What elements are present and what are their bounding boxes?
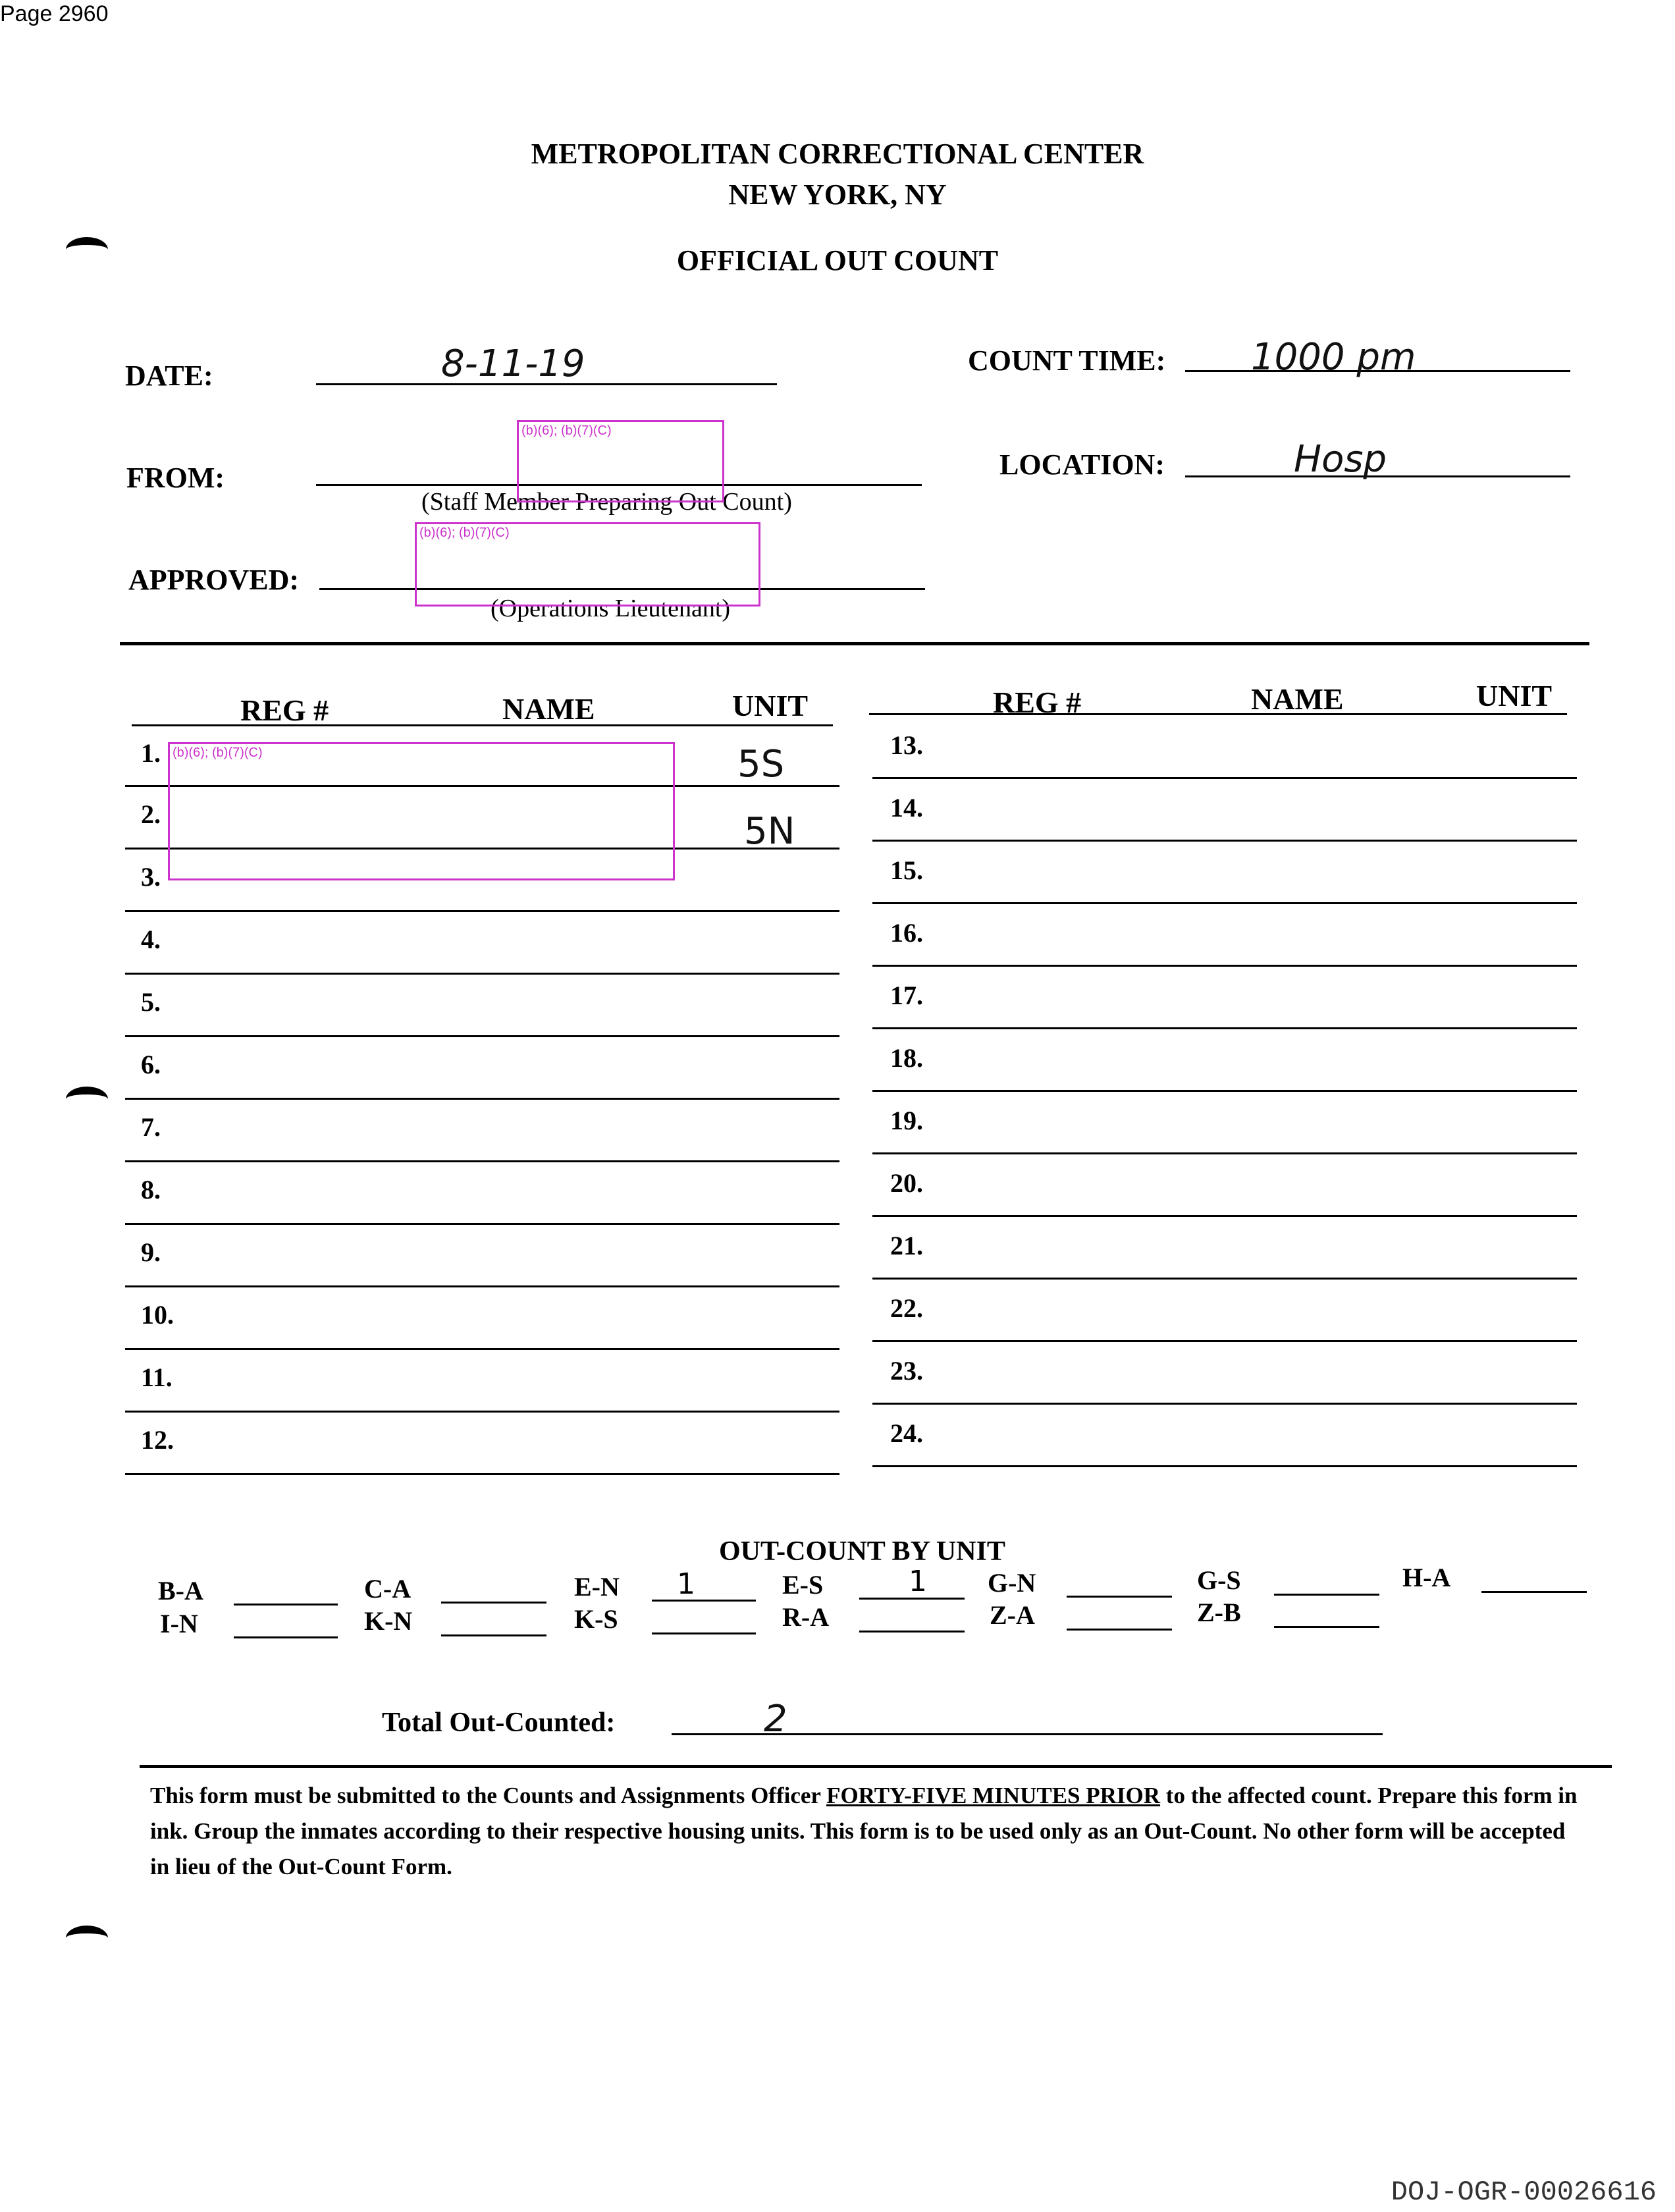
row-rule — [125, 1160, 839, 1162]
unit-line-i-n — [234, 1636, 338, 1638]
row-number-10: 10. — [141, 1300, 174, 1330]
row-number-11: 11. — [141, 1362, 173, 1392]
unit-line-e-n — [652, 1600, 756, 1602]
row-number-23: 23. — [890, 1356, 923, 1386]
row-number-12: 12. — [141, 1425, 174, 1455]
unit-line-z-b — [1274, 1626, 1379, 1628]
page-label: Page 2960 — [0, 1, 109, 26]
row-number-2: 2. — [141, 799, 161, 829]
unit-line-c-a — [441, 1602, 546, 1604]
from-label: FROM: — [126, 462, 225, 494]
row-rule — [872, 1090, 1577, 1092]
approved-caption: (Operations Lieutenant) — [491, 595, 731, 622]
institution-title: METROPOLITAN CORRECTIONAL CENTER — [531, 138, 1144, 170]
row-number-19: 19. — [890, 1106, 923, 1135]
unit-line-k-n — [441, 1634, 546, 1636]
unit-label-e-s: E-S — [782, 1570, 824, 1600]
redaction-box — [415, 522, 760, 607]
row-rule — [872, 777, 1577, 779]
row-number-6: 6. — [141, 1050, 161, 1079]
row-rule — [125, 910, 839, 912]
unit-label-b-a: B-A — [158, 1576, 203, 1605]
reg-header-right: REG # — [993, 686, 1082, 719]
row-number-9: 9. — [141, 1237, 161, 1267]
unit-label-k-n: K-N — [364, 1606, 413, 1636]
row-number-18: 18. — [890, 1043, 923, 1073]
row-number-7: 7. — [141, 1112, 161, 1142]
row-rule — [872, 840, 1577, 842]
unit-value-e-s: 1 — [909, 1565, 927, 1598]
unit-label-e-n: E-N — [574, 1572, 620, 1602]
unit-label-k-s: K-S — [574, 1604, 618, 1634]
row-rule — [872, 1465, 1577, 1467]
row-rule — [125, 1473, 839, 1475]
row-2-unit: 5N — [744, 810, 795, 853]
row-rule — [872, 1215, 1577, 1217]
date-value: 8-11-19 — [441, 342, 585, 385]
unit-line-b-a — [234, 1604, 338, 1605]
from-caption: (Staff Member Preparing Out Count) — [421, 488, 792, 516]
unit-label-z-a: Z-A — [990, 1600, 1035, 1630]
redaction-label: (b)(6); (b)(7)(C) — [521, 423, 612, 438]
unit-label-z-b: Z-B — [1197, 1598, 1241, 1627]
count-time-value: 1000 pm — [1251, 336, 1416, 379]
punch-hole-mark — [66, 1926, 108, 1951]
unit-header-right: UNIT — [1476, 679, 1553, 713]
section-divider — [120, 642, 1589, 645]
row-rule — [872, 1340, 1577, 1342]
row-number-5: 5. — [141, 987, 161, 1017]
redaction-box — [517, 420, 724, 502]
row-rule — [872, 1027, 1577, 1029]
unit-line-h-a — [1481, 1591, 1587, 1593]
unit-label-r-a: R-A — [782, 1602, 830, 1632]
unit-header-left: UNIT — [732, 689, 809, 722]
unit-label-c-a: C-A — [364, 1574, 412, 1604]
row-rule — [125, 1223, 839, 1225]
row-rule — [872, 1152, 1577, 1154]
footer-notice — [150, 1778, 1585, 1885]
approved-label: APPROVED: — [128, 564, 300, 596]
total-label: Total Out-Counted: — [382, 1708, 616, 1738]
punch-hole-mark — [66, 1087, 108, 1112]
row-number-14: 14. — [890, 793, 923, 823]
row-rule — [872, 1403, 1577, 1405]
redaction-box — [168, 742, 675, 880]
row-number-17: 17. — [890, 981, 923, 1010]
row-rule — [125, 1348, 839, 1350]
unit-line-z-a — [1067, 1629, 1172, 1631]
footer-divider — [140, 1765, 1612, 1768]
row-number-21: 21. — [890, 1231, 923, 1260]
header-rule-right — [869, 713, 1567, 715]
row-number-4: 4. — [141, 925, 161, 954]
footer-emphasis: FORTY-FIVE MINUTES PRIOR — [826, 1783, 1161, 1808]
unit-line-k-s — [652, 1632, 756, 1634]
row-number-16: 16. — [890, 918, 923, 948]
unit-line-g-n — [1067, 1596, 1172, 1598]
row-rule — [125, 1035, 839, 1037]
redaction-label: (b)(6); (b)(7)(C) — [419, 526, 510, 540]
row-number-20: 20. — [890, 1168, 923, 1198]
unit-line-g-s — [1274, 1594, 1379, 1596]
unit-value-e-n: 1 — [677, 1567, 695, 1601]
row-rule — [125, 973, 839, 975]
unit-label-i-n: I-N — [160, 1609, 198, 1638]
unit-label-h-a: H-A — [1402, 1563, 1451, 1592]
row-1-unit: 5S — [737, 743, 785, 786]
footer-text-before: This form must be submitted to the Counts and Assignments Officer — [150, 1783, 827, 1808]
row-number-3: 3. — [141, 862, 161, 892]
unit-label-g-n: G-N — [988, 1568, 1036, 1598]
name-header-right: NAME — [1251, 682, 1344, 716]
row-rule — [872, 902, 1577, 904]
total-value: 2 — [764, 1698, 787, 1740]
row-rule — [125, 1285, 839, 1287]
city-title: NEW YORK, NY — [728, 178, 947, 211]
row-number-8: 8. — [141, 1175, 161, 1204]
document-id: DOJ-OGR-00026616 — [1391, 2176, 1657, 2208]
row-rule — [125, 1098, 839, 1100]
redaction-label: (b)(6); (b)(7)(C) — [173, 745, 263, 760]
row-number-22: 22. — [890, 1293, 923, 1323]
reg-header-left: REG # — [240, 693, 329, 727]
unit-line-r-a — [859, 1631, 965, 1632]
out-count-by-unit-title: OUT-COUNT BY UNIT — [719, 1536, 1005, 1567]
row-number-13: 13. — [890, 730, 923, 760]
location-value: Hosp — [1294, 438, 1387, 481]
footer-text-after: to the affected count. Prepare this form in ink. Group the inmates according to their respective housing units. This form is to be used only as an Out-Count. No other form will be accepted in lieu of the Out-Count Form. — [150, 1783, 1578, 1879]
row-rule — [872, 965, 1577, 967]
form-title: OFFICIAL OUT COUNT — [676, 244, 999, 277]
row-rule — [872, 1278, 1577, 1280]
header-rule-left — [132, 724, 833, 726]
count-time-label: COUNT TIME: — [968, 344, 1166, 377]
row-number-15: 15. — [890, 855, 923, 885]
unit-label-g-s: G-S — [1197, 1565, 1241, 1595]
row-number-24: 24. — [890, 1418, 923, 1448]
name-header-left: NAME — [502, 692, 595, 726]
row-rule — [125, 1411, 839, 1413]
date-label: DATE: — [125, 360, 213, 392]
location-label: LOCATION: — [999, 448, 1165, 481]
row-number-1: 1. — [141, 738, 161, 768]
